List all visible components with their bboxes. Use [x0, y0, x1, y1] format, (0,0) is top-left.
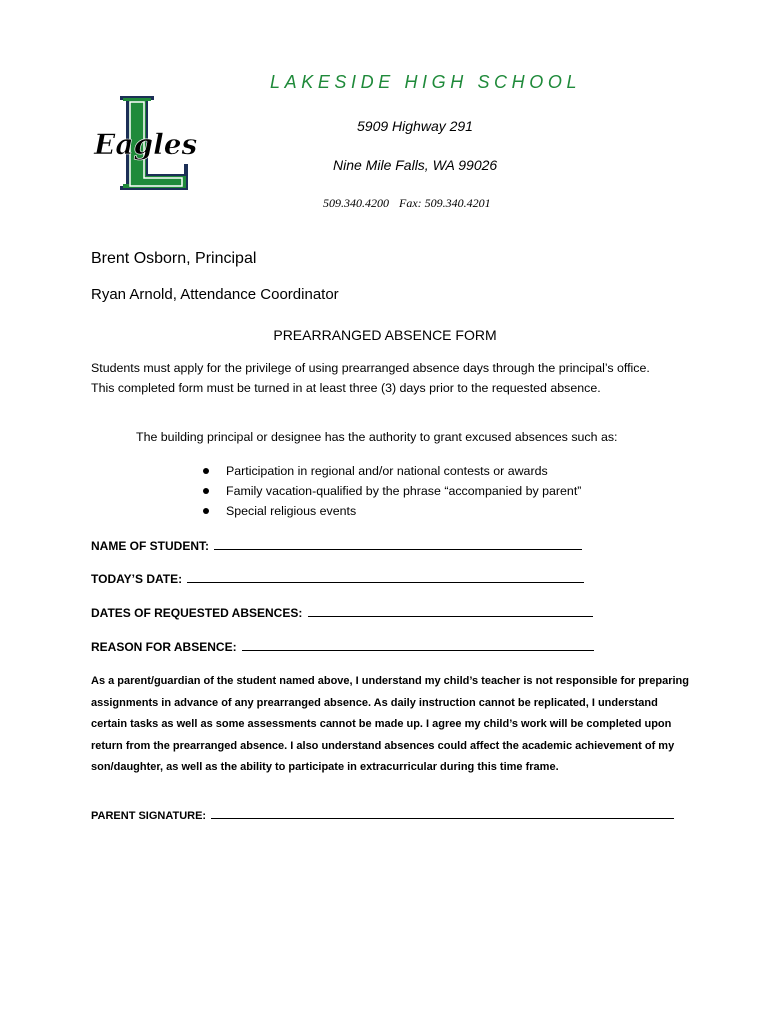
parent-signature-field: [91, 806, 674, 822]
student-name-field: [91, 537, 582, 553]
svg-text:Eagles: Eagles: [94, 128, 198, 161]
fax-number: Fax: 509.340.4201: [399, 196, 491, 210]
parent-signature-label: PARENT SIGNATURE:: [91, 810, 207, 822]
principal-name: Brent Osborn, Principal: [91, 250, 257, 267]
address-line2: Nine Mile Falls, WA 99026: [333, 157, 498, 173]
student-name-label: NAME OF STUDENT:: [91, 539, 209, 553]
form-title-text: PREARRANGED ABSENCE FORM: [273, 327, 497, 343]
intro-paragraph: Students must apply for the privilege of using prearranged absence days through the principal’s office. This completed form must be turned in at least three (3) days prior to the requested absence.: [91, 361, 650, 395]
absence-types-list: [200, 461, 581, 521]
todays-date-line[interactable]: [187, 570, 584, 583]
coordinator-name: Ryan Arnold, Attendance Coordinator: [91, 286, 339, 303]
phone-number: 509.340.4200: [323, 196, 389, 210]
bullet-icon: [203, 508, 209, 514]
form-title: [0, 327, 770, 343]
parent-agreement-paragraph: As a parent/guardian of the student named above, I understand my child’s teacher is not responsible for preparing assignments in advance of any prearranged absence. As daily instruction cannot be replicated, I understand certain tasks as well as some assessments cannot be made up. I agree my child’s work will be completed upon return from the prearranged absence. I also understand absences could affect the academic achievement of my son/daughter, as well as the ability to participate in extracurricular during this time frame.: [91, 675, 689, 773]
list-item-text: Special religious events: [226, 504, 357, 518]
school-name: LAKESIDE HIGH SCHOOL: [270, 72, 582, 92]
contact-numbers: [323, 196, 491, 211]
todays-date-label: TODAY’S DATE:: [91, 572, 183, 586]
list-item-text: Participation in regional and/or national contests or awards: [226, 464, 548, 478]
list-item: [200, 461, 581, 481]
requested-dates-field: [91, 604, 593, 620]
address-line1: 5909 Highway 291: [357, 118, 473, 134]
authority-statement: The building principal or designee has the authority to grant excused absences such as:: [136, 430, 618, 444]
bullet-icon: [203, 468, 209, 474]
list-item: [200, 501, 581, 521]
student-name-line[interactable]: [214, 537, 582, 550]
requested-dates-label: DATES OF REQUESTED ABSENCES:: [91, 606, 303, 620]
list-item-text: Family vacation-qualified by the phrase “accompanied by parent”: [226, 484, 582, 498]
reason-line[interactable]: [242, 638, 594, 651]
parent-signature-line[interactable]: [211, 806, 674, 819]
bullet-icon: [203, 488, 209, 494]
eagles-logo: [92, 94, 204, 194]
todays-date-field: [91, 570, 584, 586]
requested-dates-line[interactable]: [308, 604, 593, 617]
reason-label: REASON FOR ABSENCE:: [91, 640, 237, 654]
list-item: [200, 481, 581, 501]
reason-field: [91, 638, 594, 654]
